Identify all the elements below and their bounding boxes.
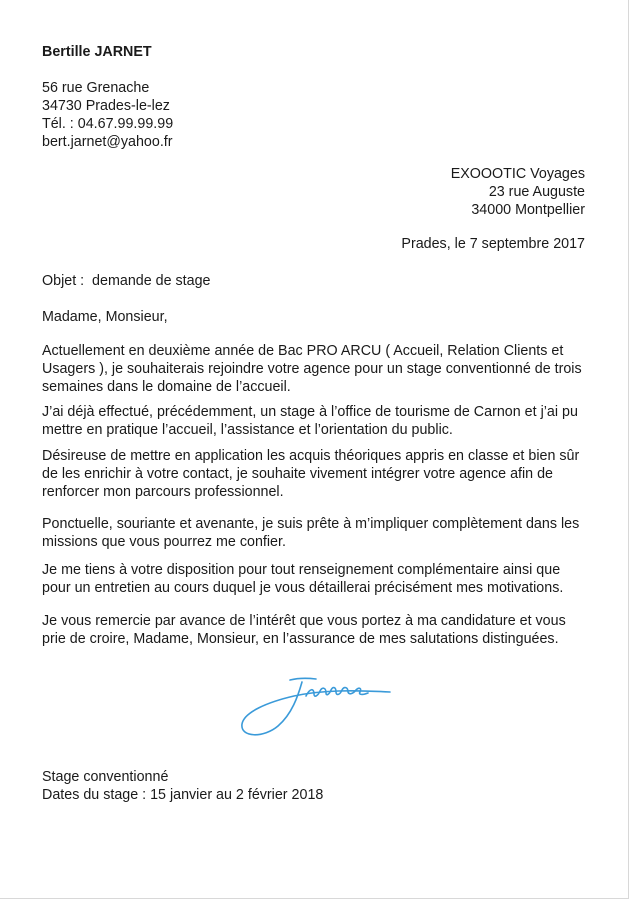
footer-line-2: Dates du stage : 15 janvier au 2 février 2018 xyxy=(42,787,324,803)
recipient-city: 34000 Montpellier xyxy=(471,202,585,218)
body-paragraph: J’ai déjà effectué, précédemment, un stage à l’office de tourisme de Carnon et j’ai pu mettre en pratique l’accueil, l’assistance et l’orientation du public. xyxy=(42,404,578,438)
date-line: Prades, le 7 septembre 2017 xyxy=(401,236,585,252)
handwritten-signature xyxy=(232,666,397,746)
body-paragraph: Ponctuelle, souriante et avenante, je suis prête à m’impliquer complètement dans les missions que vous pourrez me confier. xyxy=(42,516,580,550)
greeting: Madame, Monsieur, xyxy=(42,309,168,325)
recipient-company: EXOOOTIC Voyages xyxy=(450,166,585,182)
footer-line-1: Stage conventionné xyxy=(42,769,169,785)
body-paragraph: Je me tiens à votre disposition pour tout renseignement complémentaire ainsi que pour un entretien au cours duquel je vous détaillerai précisément mes motivations. xyxy=(42,562,564,596)
sender-name: Bertille JARNET xyxy=(42,44,152,60)
body-paragraph: Je vous remercie par avance de l’intérêt que vous portez à ma candidature et vous prie de croire, Madame, Monsieur, en l’assurance de mes salutations distinguées. xyxy=(42,613,566,647)
subject-line: Objet : demande de stage xyxy=(42,273,211,289)
footer-notes xyxy=(42,768,323,804)
recipient-address xyxy=(451,165,585,219)
sender-phone: Tél. : 04.67.99.99.99 xyxy=(42,116,174,132)
sender-email: bert.jarnet@yahoo.fr xyxy=(42,134,173,150)
sender-street: 56 rue Grenache xyxy=(42,80,150,96)
body-paragraph: Désireuse de mettre en application les acquis théoriques appris en classe et bien sûr de les enrichir à votre contact, je souhaite vivement intégrer votre agence afin de renforcer mon parcours professionnel. xyxy=(42,448,580,500)
sender-city: 34730 Prades-le-lez xyxy=(42,98,170,114)
recipient-street: 23 rue Auguste xyxy=(488,184,585,200)
signature-stroke xyxy=(290,678,316,680)
body-paragraph: Actuellement en deuxième année de Bac PRO ARCU ( Accueil, Relation Clients et Usagers ), je souhaiterais rejoindre votre agence pour un stage conventionné de trois semaines dans le domaine de l’accueil. xyxy=(42,343,582,395)
signature-stroke xyxy=(242,682,390,735)
sender-address xyxy=(42,79,173,151)
